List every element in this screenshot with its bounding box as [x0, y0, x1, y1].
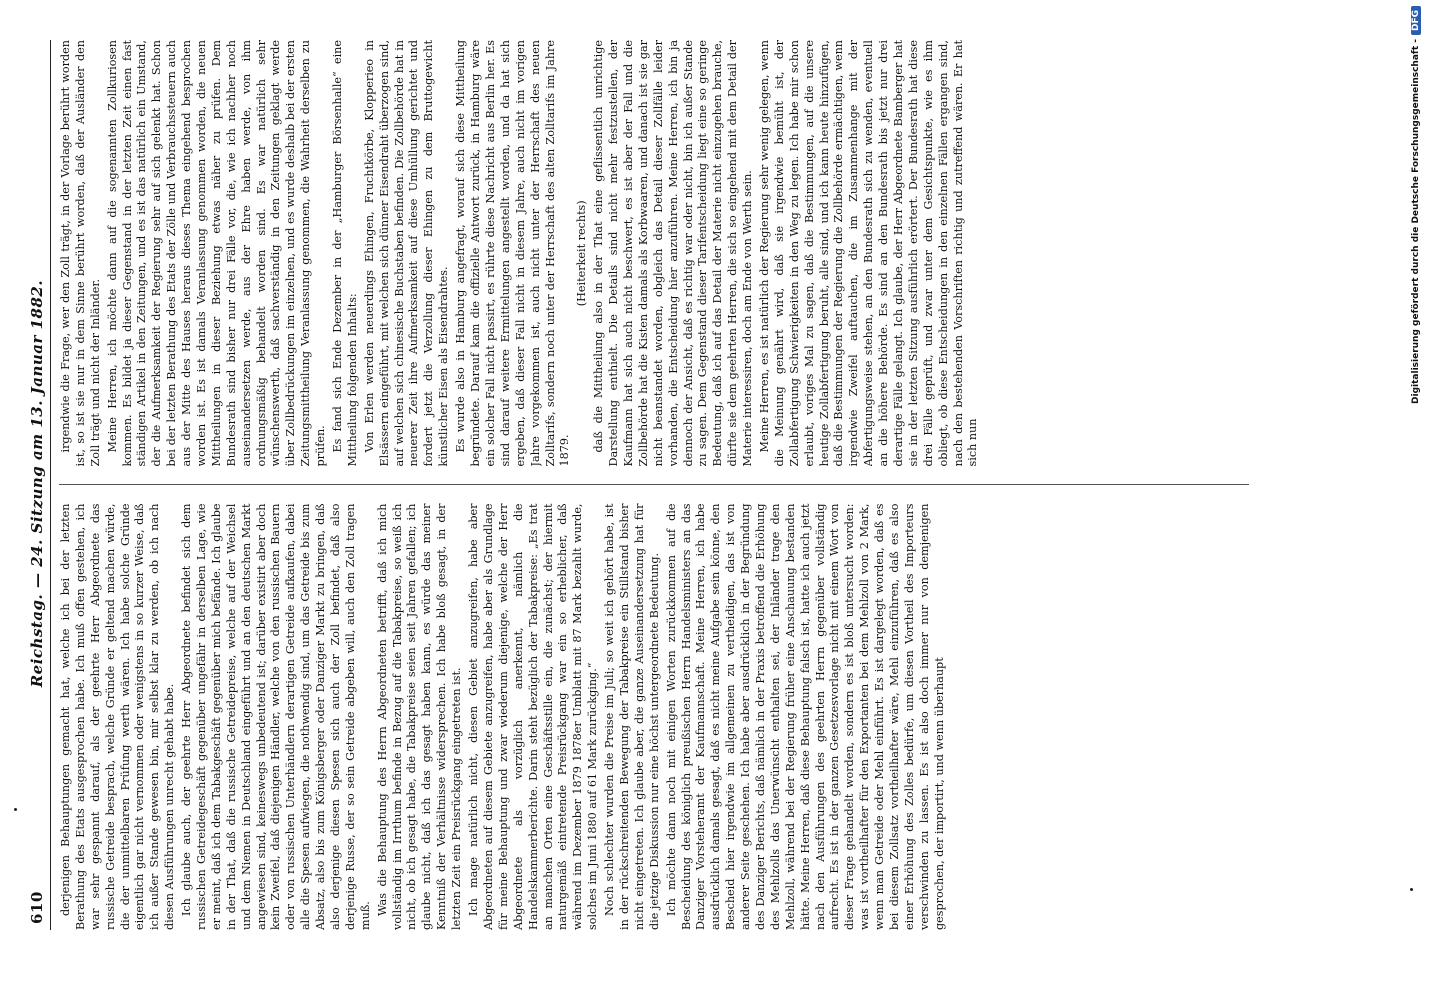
- dfg-logo: DFG: [1411, 6, 1421, 35]
- paragraph: Ich möchte dann noch mit einigen Worten zurückkommen auf die Bescheidung des königlich preußischen Herrn Handelsministers an das Danziger Vorsteheramt der Kaufmannschaft. Meine Herren, ich habe ausdrücklich damals gesagt, daß es nicht meine Aufgabe sein könne, den Bescheid hier irgendwie im allgemeinen zu vertheidigen, das ist von anderer Seite geschehen. Ich habe aber ausdrücklich in der Begründung des Danziger Berichts, daß nämlich in der Praxis betroffend die Erhöhung des Mehlzolls das Unerwünscht enthalten sei, der Inländer trage den Mehlzoll, während bei der Regierung früher eine Anschauung bestanden hätte. Meine Herren, daß diese Behauptung falsch ist, hatte ich auch jetzt nach den Ausführungen des geehrten Herrn gegenüber vollständig aufrecht. Es ist in der ganzen Gesetzesvorlage nicht mit einem Wort von dieser Frage gehandelt worden, sondern es ist bloß untersucht worden: was ist vortheilhafter für den Exportanten bei dem Mehlzoll von 2 Mark, wenn man Getreide oder Mehl einführt. Es ist dargelegt worden, daß es bei diesem Zollsatz vortheilhafter wäre, Mehl einzuführen, daß es also einer Erhöhung des Zolles bedürfe, um diesen Vortheil des Importeurs verschwinden zu lassen. Es ist also doch immer nur von demjenigen gesprochen, der importirt, und wenn überhaupt: [664, 503, 946, 930]
- column-right: [59, 40, 1249, 467]
- column-divider: [59, 485, 1249, 486]
- paragraph: (Heiterkeit rechts): [575, 200, 589, 307]
- paragraph: Meine Herren, ich möchte dann auf die sogenannten Zollkuriosen kommen. Es bildet ja dieser Gegenstand in der letzten Zeit einen fast ständigen Artikel in den Zeitungen, und es ist das natürlich ein Umstand, der die Aufmerksamkeit der Regierung sehr auf sich gelenkt hat. Schon bei der letzten Berathung des Etats der Zölle und Verbrauchssteuern auch aus der Mitte des Hauses heraus dieses Thema eingehend besprochen worden ist. Es ist damals Veranlassung genommen worden, die neuen Mittheilungen in dieser Beziehung etwas näher zu prüfen. Dem Bundesrath sind bisher nur drei Fälle vor, die, wie ich nachher noch auseinandersetzen werde, aus der Ehre haben werde, von ihm ordnungsmäßig behandelt worden sind. Es war natürlich sehr wünschenswerth, daß sachverständig in den Zeitungen geklagt werde über Zollbedrückungen im einzelnen, und es wurde deshalb bei der ersten Zeitungsmittheilung Veranlassung genommen, die Wahrheit derselben zu prüfen.: [105, 40, 328, 467]
- paragraph: Es fand sich Ende Dezember in der „Hamburger Börsenhalle“ eine Mittheilung folgenden Inhalts:: [331, 40, 359, 467]
- paragraph: Noch schlechter wurden die Preise im Juli; so weit ich gehört habe, ist in der rückschreitenden Bewegung der Tabakpreise ein Stillstand bisher nicht eingetreten. Ich glaube aber, die ganze Auseinandersetzung hat für die jetzige Diskussion nur eine höchst untergeordnete Bedeutung.: [603, 503, 661, 930]
- page-number: 610: [28, 891, 46, 924]
- paragraph: Meine Herren, es ist natürlich der Regierung sehr wenig gelegen, wenn die Meinung genährt wird, daß sie irgendwie bemüht ist, der Zollabfertigung Schwierigkeiten in den Weg zu legen. Ich habe mir schon erlaubt, voriges Mal zu sagen, daß die Bestimmungen, auf die unsere heutige Zollabfertigung beruht, alle sind, und ich kann heute hinzufügen, daß die Bestimmungen der Regierung die Zollbehörde ermächtigen, wenn irgendwie Zweifel auftauchen, die im Zusammenhange mit der Abfertigungsweise stehen, an den Bundesrath sich zu wenden, eventuell an die höhere Behörde. Es sind an den Bundesrath bis jetzt nur drei derartige Fälle gelangt. Ich glaube, der Herr Abgeordnete Bamberger hat sie in der letzten Sitzung ausführlich erörtert. Der Bundesrath hat diese drei Fälle geprüft, und zwar unter dem Gesichtspunkte, wie es ihm obliegt, ob diese Entscheidungen in den einzelnen Fällen ergangen sind, nach den bestehenden Vorschriften richtig und zutreffend wären. Er hat sich nun: [757, 40, 980, 467]
- column-left: [59, 504, 1249, 931]
- paragraph: Von Erlen werden neuerdings Ehingen, Fruchtkörbe, Klopperieo in Elsässern eingeführt, mit welchen sich dünner Eisendraht überzogen sind, auf welchen sich chinesische Buchstaben befinden. Die Zollbehörde hat in neuerer Zeit ihre Aufmerksamkeit auf diese Umhüllung gerichtet und fordert jetzt die Verzollung dieser Ehingen zu dem Bruttogewicht künstlicher Eisen als Eisendrahtes.: [362, 40, 451, 467]
- digitization-footer: [1408, 0, 1428, 1000]
- paragraph: Ich mage natürlich nicht, diesen Gebiet anzugreifen, habe aber Abgeordneten auf diesem Gebiete anzugreifen, habe aber als Grundlage für meine Behauptung und zwar wiederum diejenige, welche der Herr Abgeordnete als vorzüglich anerkennt, nämlich die Handelskammerberichte. Darin steht bezüglich der Tabakpreise: „Es trat an manchen Orten eine Geschäftsstille ein, die zunächst; der hiermit naturgemäß eintretende Preisrückgang war ein so erheblicher, daß während im Dezember 1879 1878er Umblatt mit 87 Mark bezahlt wurde, solches im Juni 1880 auf 61 Mark zurückging.“: [467, 503, 600, 930]
- credit-text: Digitalisierung gefördert durch die Deutsche Forschungsgemeinschaft -: [1411, 39, 1421, 404]
- paragraph: daß die Mittheilung also in der That eine geflissentlich unrichtige Darstellung enthielt. Die Details sind nicht mehr festzustellen, der Kaufmann hat sich auch nicht beschwert, es ist aber der Fall und die Zollbehörde hat die Kisten damals als Korbwaaren, und danach ist sie gar nicht beanstandet worden, obgleich das Detail dieser Zollfälle leider vorhanden, die Entscheidung hier anzuführen. Meine Herren, ich bin ja dennoch der Ansicht, daß es richtig war oder nicht, bin ich außer Stande zu sagen. Dem Gegenstand dieser Tarifentscheidung liegt eine so geringe Bedeutung, daß ich auf das Detail der Materie nicht einzugehen brauche, dürfte sie dem geehrten Herren, die sich so eingehend mit dem Detail der Materie interessiren, doch am Ende von Werth sein.: [592, 40, 755, 467]
- text-columns: [59, 40, 1249, 930]
- scan-speck: [14, 808, 17, 811]
- paragraph: derjenigen Behauptungen gemacht hat, welche ich bei der letzten Berathung des Etats ausgesprochen habe. Ich muß offen gestehen, ich war sehr gespannt darauf, als der geehrte Herr Abgeordnete das russische Getreide besprach, welche Gründe er geltend machen würde, die der unmittelbaren Prüfung werth wären. Ich habe solche Gründe eigentlich gar nicht vernommen oder wenigstens in so kurzer Weise, daß ich außer Stande gewesen bin, mir selbst klar zu werden, ob ich nach diesen Ausführungen unrecht gehabt habe.: [59, 503, 177, 930]
- paragraph: Es wurde also in Hamburg angefragt, worauf sich diese Mittheilung begründete. Darauf kam die offizielle Antwort zurück, in Hamburg wäre ein solcher Fall nicht passirt, es rührte diese Nachricht aus Berlin her. Es sind darauf weitere Ermittelungen angestellt worden, und da hat sich ergeben, daß dieser Fall nicht in diesem Jahre, auch nicht im vorigen Jahre vorgekommen ist, auch nicht unter der Herrschaft des neuen Zolltarifs, sondern noch unter der Herrschaft des alten Zolltarifs im Jahre 1879.: [454, 40, 572, 467]
- footer-bar: [1408, 0, 1424, 1000]
- page-title: Reichstag. — 24. Sitzung am 13. Januar 1882.: [28, 279, 46, 688]
- scan-speck: [1410, 888, 1413, 891]
- page-header: [28, 40, 51, 930]
- paragraph: Ich glaube auch, der geehrte Herr Abgeordnete befindet sich dem russischen Getreidegeschäft gegenüber ungefähr in derselben Lage, wie er meint, daß ich dem Tabakgeschäft gegenüber mich befände. Ich glaube in der That, daß die russische Getreidepreise, welche auf der Weichsel und dem Niemen in Deutschland eingeführt und an den deutschen Markt angewiesen sind, keineswegs unbedeutend ist; darüber existirt aber doch kein Zweifel, daß diejenigen Händler, welche von den russischen Bauern oder von russischen Unterhändlern derartigen Getreide aufkaufen, dabei alle die Spesen aufwiegen, die nothwendig sind, um das Getreide bis zum Absatz, also bis zum Königsberger oder Danziger Markt zu bringen, daß also derjenige diesen Spesen sich auch der Zoll befindet, daß also derjenige Russe, der so sein Getreide abgeben will, auch den Zoll tragen muß.: [180, 503, 372, 930]
- paragraph: Was die Behauptung des Herrn Abgeordneten betrifft, daß ich mich vollständig im Irrthum befinde in Bezug auf die Tabakpreise, so weiß ich nicht, ob ich gesagt habe, die Tabakpreise seien seit Jahren gefallen; ich glaube nicht, daß ich das gesagt haben kann, es würde das meiner Kenntniß der Verhältnisse widersprechen. Ich habe bloß gesagt, in der letzten Zeit ein Preisrückgang eingetreten ist.: [375, 503, 464, 930]
- paragraph: irgendwie die Frage, wer den Zoll trägt, in der Vorlage berührt worden ist, so ist sie nur in dem Sinne berührt worden, daß der Ausländer den Zoll trägt und nicht der Inländer.: [59, 40, 102, 467]
